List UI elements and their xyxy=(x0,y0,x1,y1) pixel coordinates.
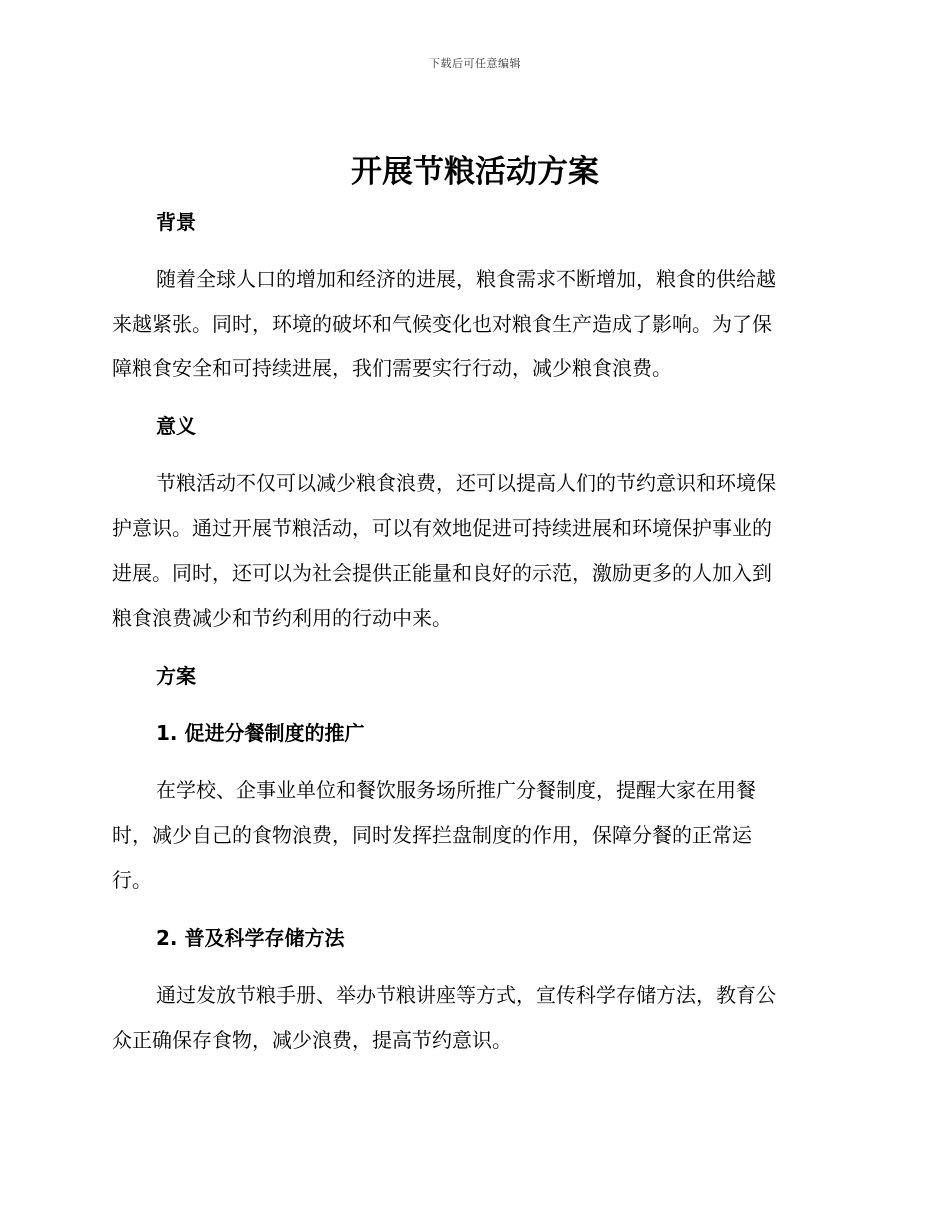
paragraph-line: 节粮活动不仅可以减少粮食浪费，还可以提高人们的节约意识和环境保 xyxy=(156,471,776,495)
paragraph-line: 粮食浪费减少和节约利用的行动中来。 xyxy=(112,606,452,630)
subsection-heading-2: 2. 普及科学存储方法 xyxy=(156,926,345,950)
paragraph-line: 随着全球人口的增加和经济的进展，粮食需求不断增加，粮食的供给越 xyxy=(156,267,776,291)
paragraph-line: 行。 xyxy=(112,868,152,892)
paragraph-line: 在学校、企事业单位和餐饮服务场所推广分餐制度，提醒大家在用餐 xyxy=(156,778,756,802)
section-heading-plan: 方案 xyxy=(156,664,196,688)
paragraph-line: 护意识。通过开展节粮活动，可以有效地促进可持续进展和环境保护事业的 xyxy=(112,516,772,540)
paragraph-line: 通过发放节粮手册、举办节粮讲座等方式，宣传科学存储方法，教育公 xyxy=(156,983,776,1007)
section-heading-significance: 意义 xyxy=(156,414,196,438)
paragraph-line: 来越紧张。同时，环境的破坏和气候变化也对粮食生产造成了影响。为了保 xyxy=(112,312,772,336)
paragraph-line: 众正确保存食物，减少浪费，提高节约意识。 xyxy=(112,1028,512,1052)
paragraph-line: 时，减少自己的食物浪费，同时发挥拦盘制度的作用，保障分餐的正常运 xyxy=(112,823,752,847)
section-heading-background: 背景 xyxy=(156,210,196,234)
page-header-note: 下载后可任意编辑 xyxy=(429,57,521,70)
subsection-heading-1: 1. 促进分餐制度的推广 xyxy=(156,721,365,745)
paragraph-line: 进展。同时，还可以为社会提供正能量和良好的示范，激励更多的人加入到 xyxy=(112,561,772,585)
document-title: 开展节粮活动方案 xyxy=(351,154,599,190)
paragraph-line: 障粮食安全和可持续进展，我们需要实行行动，减少粮食浪费。 xyxy=(112,356,672,380)
